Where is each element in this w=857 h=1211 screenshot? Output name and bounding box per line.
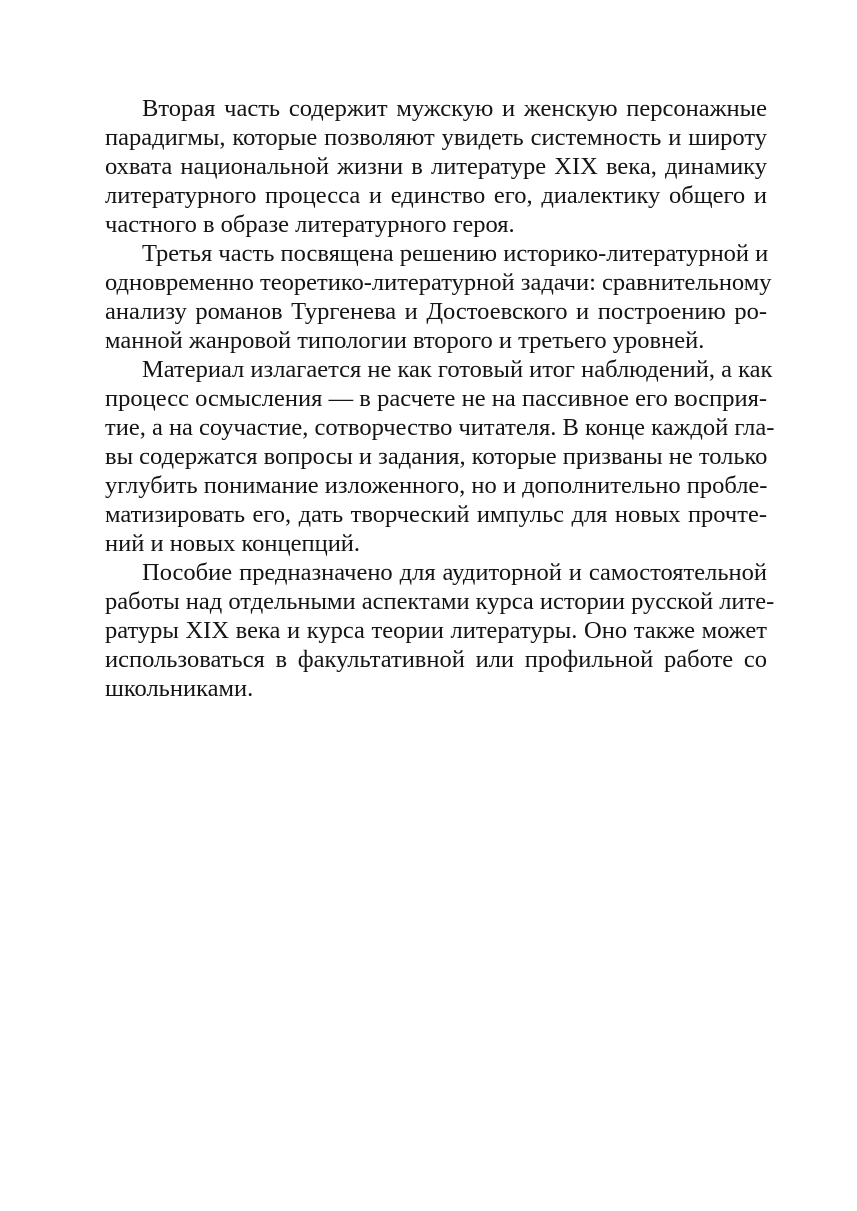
text-line: вы содержатся вопросы и задания, которые призваны не только: [105, 443, 768, 470]
text-line: Третья часть посвящена решению историко-литературной и: [142, 240, 769, 267]
paragraph-part-three: [105, 239, 772, 355]
paragraph-purpose: [105, 558, 775, 703]
text-line: ний и новых концепций.: [105, 530, 361, 557]
text-line: работы над отдельными аспектами курса истории русской лите-: [105, 588, 775, 615]
text-line: тие, а на соучастие, сотворчество читателя. В конце каждой гла-: [105, 414, 775, 441]
text-line: процесс осмысления — в расчете не на пассивное его восприя-: [105, 385, 767, 412]
text-line: Вторая часть содержит мужскую и женскую персонажные: [142, 95, 767, 122]
paragraph-material: [105, 355, 775, 558]
text-line: манной жанровой типологии второго и третьего уровней.: [105, 327, 705, 354]
paragraph-part-two: [105, 94, 767, 239]
text-line: использоваться в факультативной или профильной работе со: [105, 646, 767, 673]
text-line: Материал излагается не как готовый итог наблюдений, а как: [142, 356, 773, 383]
text-line: литературного процесса и единство его, диалектику общего и: [105, 182, 767, 209]
text-line: парадигмы, которые позволяют увидеть системность и широту: [105, 124, 767, 151]
document-page: [105, 94, 775, 703]
text-line: одновременно теоретико-литературной задачи: сравнительному: [105, 269, 772, 296]
text-line: школьниками.: [105, 675, 254, 702]
text-line: частного в образе литературного героя.: [105, 211, 515, 238]
text-line: охвата национальной жизни в литературе XIX века, динамику: [105, 153, 767, 180]
text-line: матизировать его, дать творческий импульс для новых прочте-: [105, 501, 767, 528]
text-line: Пособие предназначено для аудиторной и самостоятельной: [142, 559, 767, 586]
text-line: ратуры XIX века и курса теории литературы. Оно также может: [105, 617, 767, 644]
text-line: анализу романов Тургенева и Достоевского и построению ро-: [105, 298, 767, 325]
text-line: углубить понимание изложенного, но и дополнительно пробле-: [105, 472, 768, 499]
